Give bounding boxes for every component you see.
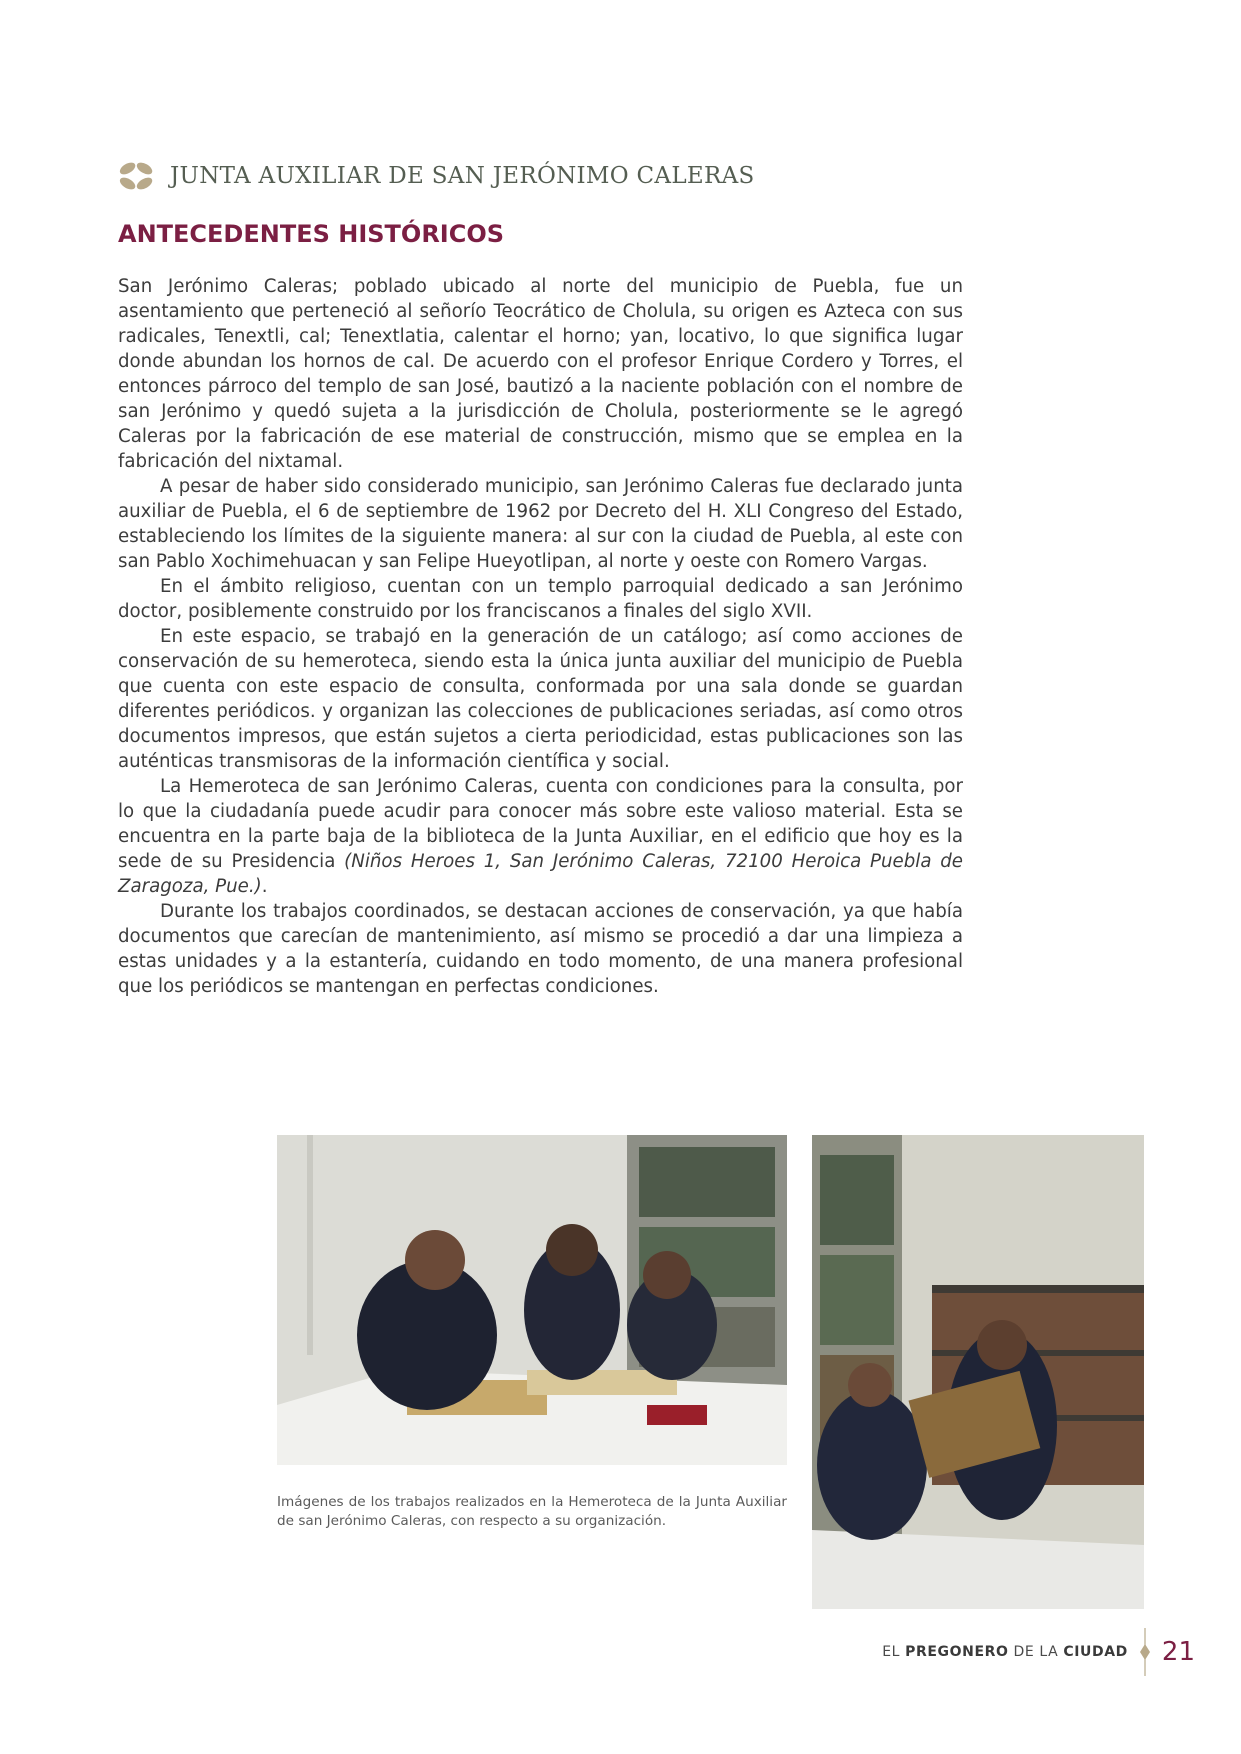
- leaf-ornament-icon: [118, 160, 156, 192]
- paragraph-2: A pesar de haber sido considerado municipio, san Jerónimo Caleras fue declarado junta auxiliar de Puebla, el 6 de septiembre de 1962 por Decreto del H. XLI Congreso del Estado, estableciendo los límites de la siguiente manera: al sur con la ciudad de Puebla, al este con san Pablo Xochimehuacan y san Felipe Hueyotlipan, al norte y oeste con Romero Vargas.: [118, 476, 963, 572]
- paragraph-1: San Jerónimo Caleras; poblado ubicado al norte del municipio de Puebla, fue un asentamiento que perteneció al señorío Teocrático de Cholula, su origen es Azteca con sus radicales, Tenextli, cal; Tenextlatia, calentar el horno; yan, locativo, lo que significa lugar donde abundan los hornos de cal. De acuerdo con el profesor Enrique Cordero y Torres, el entonces párroco del templo de san José, bautizó a la naciente población con el nombre de san Jerónimo y quedó sujeta a la jurisdicción de Cholula, posteriormente se le agregó Caleras por la fabricación de ese material de construcción, mismo que se emplea en la fabricación del nixtamal.: [118, 276, 963, 472]
- paragraph-5-end: .: [261, 876, 268, 897]
- address-text: (Niños Heroes 1, San Jerónimo Caleras, 72100 Heroica Puebla de Zaragoza, Pue.): [118, 851, 963, 897]
- footer: [882, 1628, 1195, 1676]
- paragraph-5: [118, 774, 963, 899]
- paragraph-6: Durante los trabajos coordinados, se destacan acciones de conservación, ya que había documentos que carecían de mantenimiento, así mismo se procedió a dar una limpieza a estas unidades y a la estantería, cuidando en todo momento, de una manera profesional que los periódicos se mantengan en perfectas condiciones.: [118, 901, 963, 997]
- section-title: JUNTA AUXILIAR DE SAN JERÓNIMO CALERAS: [170, 163, 755, 189]
- page-number: 21: [1161, 1637, 1195, 1667]
- paragraph-5-text: La Hemeroteca de san Jerónimo Caleras, cuenta con condiciones para la consulta, por lo que la ciudadanía puede acudir para conocer más sobre este valioso material. Esta se encuentra en la parte baja de la biblioteca de la Junta Auxiliar, en el edificio que hoy es la sede de su Presidencia: [118, 776, 963, 872]
- paragraph-4: En este espacio, se trabajó en la generación de un catálogo; así como acciones de conservación de su hemeroteca, siendo esta la única junta auxiliar del municipio de Puebla que cuenta con este espacio de consulta, conformada por una sala donde se guardan diferentes periódicos. y organizan las colecciones de publicaciones seriadas, así como otros documentos impresos, que están sujetos a cierta periodicidad, estas publicaciones son las auténticas transmisoras de la información científica y social.: [118, 626, 963, 772]
- publication-name-el: EL: [882, 1644, 906, 1660]
- paragraph-3: En el ámbito religioso, cuentan con un templo parroquial dedicado a san Jerónimo doctor, posiblemente construido por los franciscanos a finales del siglo XVII.: [118, 576, 963, 622]
- photo-caption: Imágenes de los trabajos realizados en la Hemeroteca de la Junta Auxiliar de san Jerónimo Caleras, con respecto a su organización.: [277, 1494, 787, 1529]
- section-header: [118, 160, 755, 192]
- publication-name-ciudad: CIUDAD: [1063, 1644, 1128, 1660]
- article-subtitle: ANTECEDENTES HISTÓRICOS: [118, 220, 505, 248]
- article-body: [118, 274, 963, 999]
- photo-workers-holding-frame: [812, 1135, 1144, 1609]
- diamond-divider-icon: [1138, 1628, 1152, 1676]
- photo-workers-at-table: [277, 1135, 787, 1465]
- publication-name: [882, 1644, 1128, 1660]
- publication-name-de-la: DE LA: [1008, 1644, 1064, 1660]
- publication-name-pregonero: PREGONERO: [905, 1644, 1009, 1660]
